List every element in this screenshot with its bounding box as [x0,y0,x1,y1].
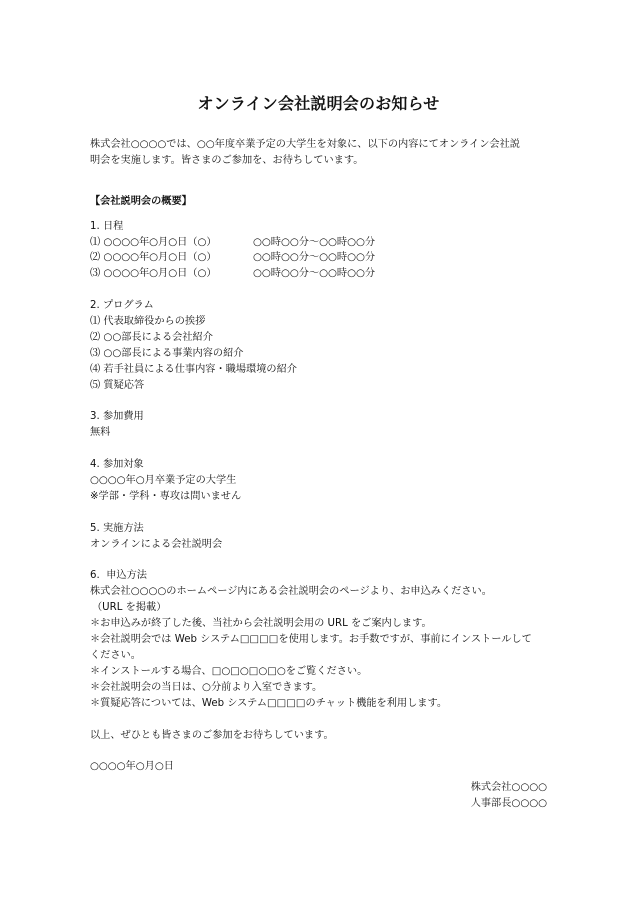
method-heading: 5. 実施方法 [90,522,144,534]
schedule-row [90,235,550,251]
program-item: ⑶ ○○部長による事業内容の紹介 [90,347,244,359]
schedule-row [90,250,550,266]
schedule-time: ○○時○○分～○○時○○分 [253,252,376,264]
document-title: オンライン会社説明会のお知らせ [197,94,440,113]
program-item: ⑷ 若手社員による仕事内容・職場環境の紹介 [90,363,297,375]
schedule-date: ⑵ ○○○○年○月○日（○） [90,252,217,264]
method-value: オンラインによる会社説明会 [90,538,223,550]
apply-line: ＊質疑応答については、Web システム□□□□のチャット機能を利用します。 [90,697,448,709]
target-line: ○○○○年○月卒業予定の大学生 [90,475,237,487]
document-body [90,137,550,775]
program-heading: 2. プログラム [90,300,154,312]
intro-line-1: 株式会社○○○○では、○○年度卒業予定の大学生を対象に、以下の内容にてオンライン会社説 [90,139,520,150]
schedule-date: ⑶ ○○○○年○月○日（○） [90,268,217,280]
fee-value: 無料 [90,427,111,439]
program-item: ⑸ 質疑応答 [90,379,145,391]
signature-person: 人事部長○○○○ [470,797,547,809]
apply-line: ＊会社説明会では Web システム□□□□を使用します。お手数ですが、事前にインストールして [90,634,532,646]
document-date: ○○○○年○月○日 [90,761,174,773]
signature-block [471,780,547,812]
schedule-heading: 1. 日程 [90,220,124,232]
schedule-date: ⑴ ○○○○年○月○日（○） [90,236,217,248]
apply-url-note: （URL を掲載） [92,602,167,614]
schedule-time: ○○時○○分～○○時○○分 [253,268,376,280]
apply-line: ＊インストールする場合、□○□○□○□○をご覧ください。 [90,665,368,677]
apply-heading: 6. 申込方法 [90,570,147,582]
fee-heading: 3. 参加費用 [90,411,144,423]
program-item: ⑵ ○○部長による会社紹介 [90,331,213,343]
overview-heading: 【会社説明会の概要】 [90,195,192,207]
signature-company: 株式会社○○○○ [470,782,547,793]
target-heading: 4. 参加対象 [90,459,144,471]
schedule-time: ○○時○○分～○○時○○分 [253,236,376,248]
intro-line-2: 明会を実施します。皆さまのご参加を、お待ちしています。 [90,154,364,166]
target-line: ※学部・学科・専攻は問いません [90,490,242,502]
schedule-row [90,266,550,282]
apply-line: ＊会社説明会の当日は、○分前より入室できます。 [90,681,323,693]
apply-line: ＊お申込みが終了した後、当社から会社説明会用の URL をご案内します。 [90,618,432,630]
apply-line: 株式会社○○○○のホームページ内にある会社説明会のページより、お申込みください。 [90,586,492,598]
apply-line: ください。 [90,650,141,661]
program-item: ⑴ 代表取締役からの挨拶 [90,316,206,328]
closing-text: 以上、ぜひとも皆さまのご参加をお待ちしています。 [90,729,334,741]
